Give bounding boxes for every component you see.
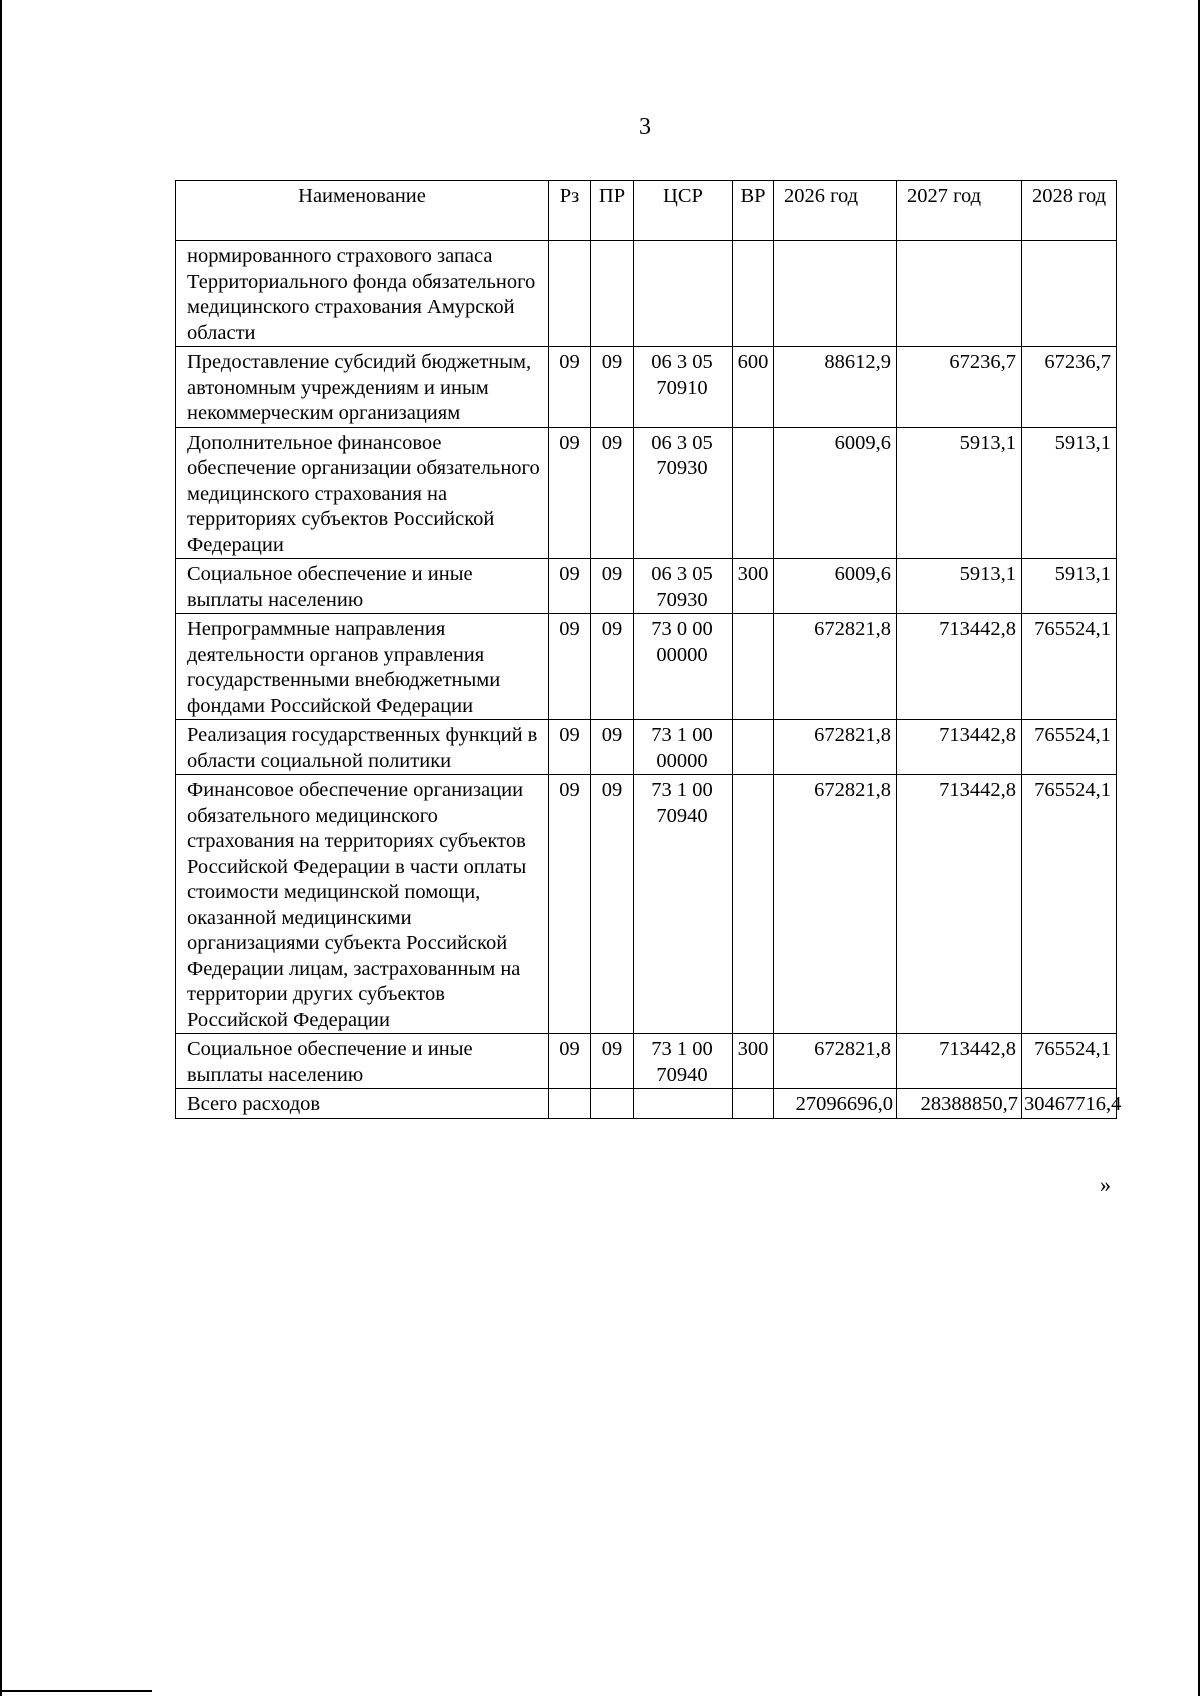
row-2027: 713442,8 (897, 775, 1022, 1034)
row-csr: 06 3 05 70930 (634, 559, 733, 614)
total-2026: 27096696,0 (774, 1089, 897, 1119)
row-2026: 672821,8 (774, 775, 897, 1034)
row-csr: 73 1 00 70940 (634, 775, 733, 1034)
row-csr: 73 1 00 70940 (634, 1034, 733, 1089)
row-csr: 06 3 05 70910 (634, 347, 733, 428)
row-2027: 713442,8 (897, 720, 1022, 775)
row-csr: 06 3 05 70930 (634, 427, 733, 559)
closing-quote-mark: » (1100, 1172, 1111, 1197)
table-row (176, 427, 1117, 559)
row-pr: 09 (591, 559, 634, 614)
row-2027: 5913,1 (897, 559, 1022, 614)
header-vr: ВР (733, 181, 774, 241)
total-pr (591, 1089, 634, 1119)
table-row (176, 1034, 1117, 1089)
row-pr: 09 (591, 427, 634, 559)
row-rz: 09 (549, 347, 591, 428)
row-vr: 600 (733, 347, 774, 428)
row-vr (733, 775, 774, 1034)
table-row (176, 347, 1117, 428)
row-rz: 09 (549, 614, 591, 720)
row-2027: 713442,8 (897, 1034, 1022, 1089)
row-2028: 765524,1 (1022, 1034, 1117, 1089)
row-name: Финансовое обеспечение организации обязательного медицинского страхования на территориях субъектов Российской Федерации в части оплаты стоимости медицинской помощи, оказанной медицинскими организациями субъекта Российской Федерации лицам, застрахованным на территории других субъектов Российской Федерации (176, 775, 549, 1034)
total-rz (549, 1089, 591, 1119)
table-row (176, 775, 1117, 1034)
header-csr: ЦСР (634, 181, 733, 241)
table-header-row (176, 181, 1117, 241)
row-name: Предоставление субсидий бюджетным, автономным учреждениям и иным некоммерческим организациям (176, 347, 549, 428)
row-pr (591, 241, 634, 347)
row-2028: 5913,1 (1022, 427, 1117, 559)
table-row (176, 559, 1117, 614)
header-pr: ПР (591, 181, 634, 241)
row-pr: 09 (591, 614, 634, 720)
scan-border-bottom (0, 1690, 152, 1692)
row-2027: 713442,8 (897, 614, 1022, 720)
total-csr (634, 1089, 733, 1119)
row-name: Дополнительное финансовое обеспечение организации обязательного медицинского страхования на территориях субъектов Российской Федерации (176, 427, 549, 559)
row-2026: 6009,6 (774, 427, 897, 559)
row-2027: 67236,7 (897, 347, 1022, 428)
table-row (176, 720, 1117, 775)
row-vr: 300 (733, 559, 774, 614)
total-row (176, 1089, 1117, 1119)
row-csr: 73 0 00 00000 (634, 614, 733, 720)
row-name: Социальное обеспечение и иные выплаты населению (176, 1034, 549, 1089)
header-2026: 2026 год (774, 181, 897, 241)
row-pr: 09 (591, 720, 634, 775)
row-2027 (897, 241, 1022, 347)
table-row (176, 241, 1117, 347)
header-name: Наименование (176, 181, 549, 241)
total-label: Всего расходов (176, 1089, 549, 1119)
total-2028: 30467716,4 (1022, 1089, 1117, 1119)
header-2027: 2027 год (897, 181, 1022, 241)
row-2026: 88612,9 (774, 347, 897, 428)
row-pr: 09 (591, 347, 634, 428)
row-rz: 09 (549, 559, 591, 614)
row-2026: 672821,8 (774, 720, 897, 775)
header-rz: Рз (549, 181, 591, 241)
row-name: Социальное обеспечение и иные выплаты населению (176, 559, 549, 614)
page-number: 3 (639, 114, 651, 140)
row-pr: 09 (591, 1034, 634, 1089)
row-2026: 672821,8 (774, 614, 897, 720)
row-vr (733, 720, 774, 775)
row-rz (549, 241, 591, 347)
row-vr (733, 614, 774, 720)
total-2027: 28388850,7 (897, 1089, 1022, 1119)
row-pr: 09 (591, 775, 634, 1034)
row-csr (634, 241, 733, 347)
row-2028: 67236,7 (1022, 347, 1117, 428)
row-2028: 765524,1 (1022, 614, 1117, 720)
row-rz: 09 (549, 775, 591, 1034)
row-name: нормированного страхового запаса Территориального фонда обязательного медицинского страхования Амурской области (176, 241, 549, 347)
row-rz: 09 (549, 1034, 591, 1089)
row-rz: 09 (549, 427, 591, 559)
row-name: Реализация государственных функций в области социальной политики (176, 720, 549, 775)
scan-border-left (0, 0, 2, 1696)
row-2026 (774, 241, 897, 347)
row-vr (733, 241, 774, 347)
row-2028: 765524,1 (1022, 720, 1117, 775)
row-2026: 672821,8 (774, 1034, 897, 1089)
row-vr: 300 (733, 1034, 774, 1089)
row-2027: 5913,1 (897, 427, 1022, 559)
row-2028: 765524,1 (1022, 775, 1117, 1034)
row-rz: 09 (549, 720, 591, 775)
row-vr (733, 427, 774, 559)
header-2028: 2028 год (1022, 181, 1117, 241)
row-csr: 73 1 00 00000 (634, 720, 733, 775)
row-2026: 6009,6 (774, 559, 897, 614)
row-2028 (1022, 241, 1117, 347)
table-row (176, 614, 1117, 720)
total-vr (733, 1089, 774, 1119)
budget-table (175, 180, 1122, 1119)
row-name: Непрограммные направления деятельности органов управления государственными внебюджетными фондами Российской Федерации (176, 614, 549, 720)
row-2028: 5913,1 (1022, 559, 1117, 614)
